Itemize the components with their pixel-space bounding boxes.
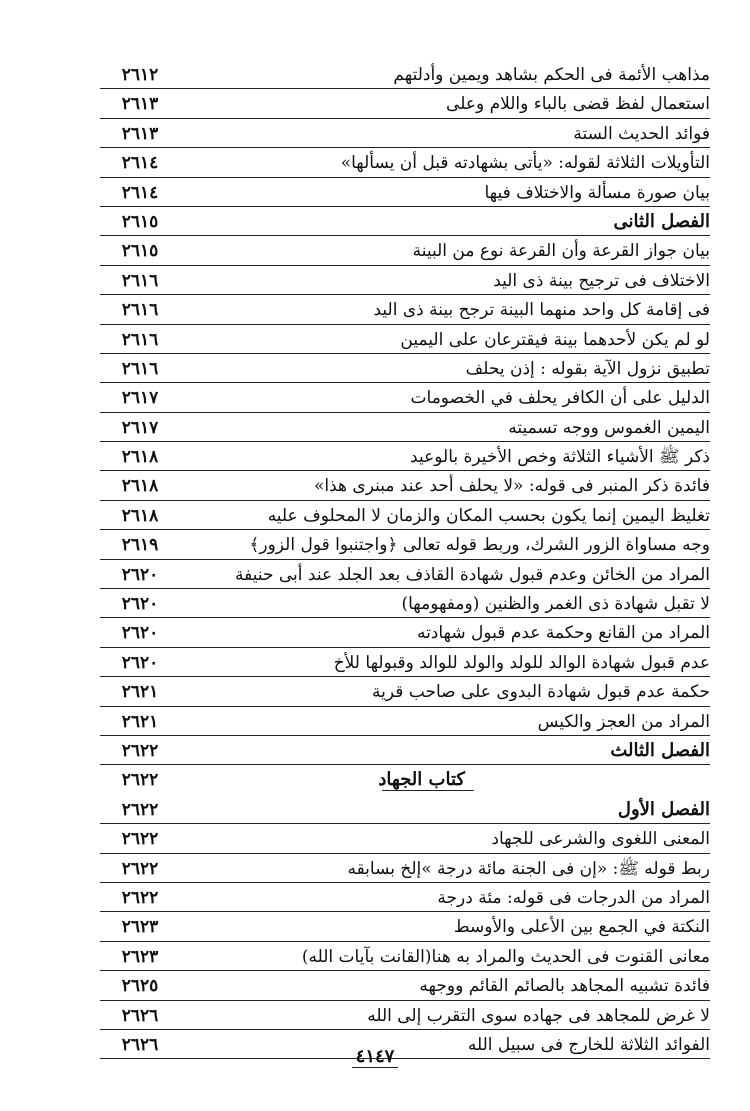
page-number-text: ٤١٤٧ <box>352 1046 399 1068</box>
entry-page-number: ٢٦١٦ <box>121 358 159 379</box>
entry-title: الفصل الثانى <box>613 210 710 232</box>
entry-page-number: ٢٦١٥ <box>121 241 159 262</box>
toc-entry-row <box>100 883 710 912</box>
entry-title: النكتة في الجمع بين الأعلى والأوسط <box>453 917 710 938</box>
entry-title: استعمال لفظ قضى بالباء واللام وعلى <box>446 94 710 115</box>
book-title: كتاب الجهاد <box>378 769 465 791</box>
toc-entry-row <box>100 707 710 736</box>
toc-entry-row <box>100 560 710 589</box>
page-number <box>0 1046 750 1068</box>
entry-page-number: ٢٦٢٦ <box>121 1005 159 1026</box>
entry-title: فى إقامة كل واحد منهما البينة ترجح بينة ذى اليد <box>373 300 710 321</box>
entry-title: ربط قوله ﷺ: «إن فى الجنة مائة درجة »إلخ بسابقه <box>347 858 710 879</box>
entry-title: عدم قبول شهادة الوالد للولد والولد للوالد وقبولها للأخ <box>333 652 710 673</box>
toc-entry-row <box>100 413 710 442</box>
entry-title: لو لم يكن لأحدهما بينة فيقترعان على اليمين <box>400 329 710 350</box>
entry-title: فائدة تشبيه المجاهد بالصائم القائم ووجهه <box>419 976 710 997</box>
entry-title: التأويلات الثلاثة لقوله: «يأتى بشهادته قبل أن يسألها» <box>340 153 710 174</box>
entry-page-number: ٢٦١٨ <box>121 476 159 497</box>
toc-entry-row <box>100 942 710 971</box>
entry-title: الفصل الثالث <box>610 739 710 761</box>
entry-page-number: ٢٦٢١ <box>121 711 159 732</box>
entry-title: فائدة ذكر المنبر فى قوله: «لا يحلف أحد عند مبنرى هذا» <box>314 476 710 497</box>
toc-entry-row <box>100 325 710 354</box>
toc-entry-row <box>100 1001 710 1030</box>
entry-title: ذكر ﷺ الأشياء الثلاثة وخص الأخيرة بالوعيد <box>410 447 710 468</box>
entry-title: الاختلاف فى ترجيح بينة ذى اليد <box>493 270 710 291</box>
table-of-contents <box>100 60 710 1059</box>
entry-page-number: ٢٦٢٣ <box>121 917 159 938</box>
entry-page-number: ٢٦١٣ <box>121 94 159 115</box>
entry-page-number: ٢٦١٣ <box>121 123 159 144</box>
entry-title: معانى القنوت فى الحديث والمراد به هنا(القانت بآيات الله) <box>301 946 710 967</box>
entry-page-number: ٢٦٢٦ <box>121 1034 159 1055</box>
entry-title: لا غرض للمجاهد فى جهاده سوى التقرب إلى الله <box>367 1005 710 1026</box>
entry-page-number: ٢٦١٦ <box>121 270 159 291</box>
section-heading-row <box>100 207 710 236</box>
toc-entry-row <box>100 89 710 118</box>
entry-title: الفوائد الثلاثة للخارج فى سبيل الله <box>467 1034 710 1055</box>
toc-entry-row <box>100 854 710 883</box>
entry-title: بيان صورة مسألة والاختلاف فيها <box>484 182 710 203</box>
entry-page-number: ٢٦١٢ <box>121 65 159 85</box>
toc-entry-row <box>100 912 710 941</box>
toc-entry-row <box>100 648 710 677</box>
book-title-row <box>100 765 710 794</box>
toc-entry-row <box>100 589 710 618</box>
entry-title: المراد من العجز والكيس <box>537 711 710 732</box>
toc-entry-row <box>100 236 710 265</box>
entry-page-number: ٢٦١٦ <box>121 300 159 321</box>
entry-page-number: ٢٦١٨ <box>121 505 159 526</box>
entry-title: فوائد الحديث الستة <box>573 123 710 144</box>
entry-page-number: ٢٦١٩ <box>121 535 159 556</box>
toc-entry-row <box>100 354 710 383</box>
entry-title: تغليظ اليمين إنما يكون بحسب المكان والزمان لا المحلوف عليه <box>267 505 710 526</box>
entry-page-number: ٢٦١٨ <box>121 447 159 468</box>
entry-page-number: ٢٦١٤ <box>121 153 159 174</box>
entry-page-number: ٢٦٢٠ <box>121 623 159 644</box>
entry-title: المعنى اللغوى والشرعى للجهاد <box>491 829 710 850</box>
toc-entry-row <box>100 501 710 530</box>
toc-entry-row <box>100 471 710 500</box>
toc-entry-row <box>100 266 710 295</box>
toc-entry-row <box>100 618 710 647</box>
entry-title: المراد من الدرجات فى قوله: مئة درجة <box>437 887 710 908</box>
toc-entry-row <box>100 295 710 324</box>
entry-title: حكمة عدم قبول شهادة البدوى على صاحب قرية <box>372 682 710 703</box>
entry-title: الدليل على أن الكافر يحلف في الخصومات <box>410 388 710 409</box>
entry-page-number: ٢٦٢٥ <box>121 976 159 997</box>
toc-entry-row <box>100 530 710 559</box>
entry-page-number: ٢٦٢١ <box>121 682 159 703</box>
entry-page-number: ٢٦٢٠ <box>121 652 159 673</box>
entry-title: لا تقبل شهادة ذى الغمر والظنين (ومفهومها) <box>401 594 710 615</box>
toc-entry-row <box>100 971 710 1000</box>
entry-title: المراد من القانع وحكمة عدم قبول شهادته <box>416 623 710 644</box>
entry-page-number: ٢٦١٥ <box>121 211 159 232</box>
section-heading-row <box>100 795 710 824</box>
toc-entry-row <box>100 383 710 412</box>
entry-page-number: ٢٦٢٢ <box>121 799 159 820</box>
entry-page-number: ٢٦١٧ <box>121 388 159 409</box>
entry-title: مذاهب الأئمة فى الحكم بشاهد ويمين وأدلتهم <box>393 65 710 85</box>
section-heading-row <box>100 736 710 765</box>
entry-page-number: ٢٦١٤ <box>121 182 159 203</box>
entry-page-number: ٢٦٢٢ <box>121 829 159 850</box>
toc-entry-row <box>100 677 710 706</box>
entry-title: اليمين الغموس ووجه تسميته <box>508 417 710 438</box>
entry-page-number: ٢٦٢٠ <box>121 564 159 585</box>
toc-entry-row <box>100 178 710 207</box>
entry-page-number: ٢٦٢٢ <box>121 887 159 908</box>
entry-title: المراد من الخائن وعدم قبول شهادة القاذف بعد الجلد عند أبى حنيفة <box>234 564 710 585</box>
entry-page-number: ٢٦١٧ <box>121 417 159 438</box>
entry-page-number: ٢٦٢٣ <box>121 946 159 967</box>
toc-entry-row <box>100 148 710 177</box>
toc-entry-row <box>100 824 710 853</box>
entry-page-number: ٢٦٢٠ <box>121 594 159 615</box>
entry-page-number: ٢٦٢٢ <box>121 858 159 879</box>
entry-title: الفصل الأول <box>617 798 710 820</box>
entry-page-number: ٢٦٢٢ <box>121 740 159 761</box>
entry-page-number: ٢٦١٦ <box>121 329 159 350</box>
entry-title: تطبيق نزول الآية بقوله : إذن يحلف <box>465 358 710 379</box>
entry-page-number: ٢٦٢٢ <box>121 770 159 791</box>
toc-entry-row <box>100 442 710 471</box>
book-title-underline <box>382 790 474 791</box>
entry-title: وجه مساواة الزور الشرك، وربط قوله تعالى ﴿واجتنبوا قول الزور﴾ <box>249 535 710 556</box>
toc-entry-row <box>100 119 710 148</box>
entry-title: بيان جواز القرعة وأن القرعة نوع من البينة <box>412 241 710 262</box>
toc-entry-row <box>100 60 710 89</box>
